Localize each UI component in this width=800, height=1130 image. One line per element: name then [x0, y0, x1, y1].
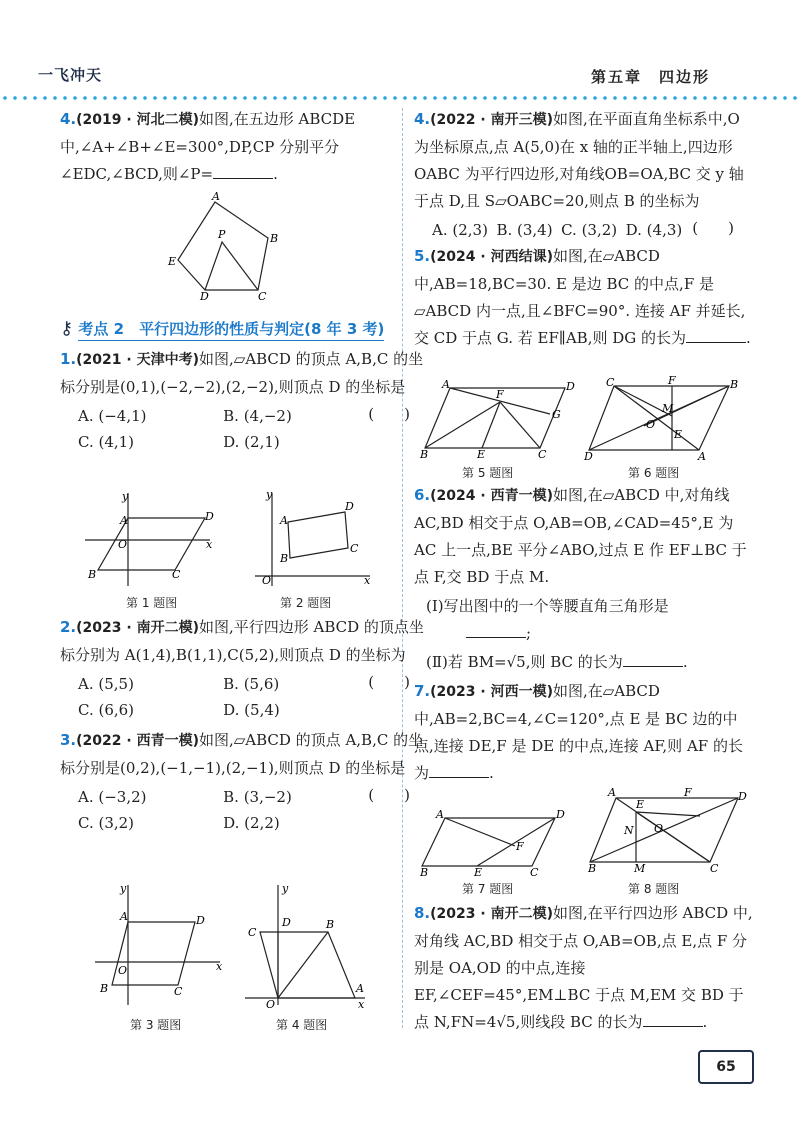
- question-7: [414, 678, 754, 787]
- caption-figure-7: 第 7 题图: [462, 882, 514, 896]
- point-label: x: [358, 998, 365, 1011]
- point-label: D: [584, 450, 593, 463]
- question-text: 如图,在▱ABCD 中,AB=2,BC=4,∠C=120°,点 E 是 BC 边的中点,连接 DE,F 是 DE 的中点,连接 AF,则 AF 的长为: [414, 682, 743, 782]
- caption-figure-3: 第 3 题图: [130, 1018, 182, 1032]
- right-column: [414, 106, 754, 354]
- parallelogram: [288, 512, 348, 558]
- options-q2: [60, 671, 368, 723]
- point-label: y: [122, 490, 129, 503]
- question-6-part-2: [414, 649, 754, 676]
- point-label: C: [710, 862, 719, 875]
- point-label: B: [420, 866, 429, 879]
- point-label: B: [420, 448, 429, 461]
- figure-line: [644, 386, 729, 426]
- point-label: B: [588, 862, 597, 875]
- header-dot-rule: [0, 94, 800, 104]
- point-label: C: [350, 542, 359, 555]
- point-label: A: [120, 514, 128, 527]
- question-end: .: [489, 764, 494, 782]
- question-end: .: [746, 329, 751, 347]
- page-number: 65: [698, 1050, 754, 1084]
- point-label: D: [566, 380, 575, 393]
- question-number: 1.: [60, 350, 77, 368]
- label-B: B: [270, 232, 279, 245]
- key-icon: ⚷: [60, 318, 74, 339]
- pentagon-shape: [178, 202, 268, 290]
- point-label: G: [552, 408, 561, 421]
- option-a[interactable]: A. (−4,1): [78, 407, 147, 425]
- point-label: A: [608, 786, 616, 799]
- series-logo: 一飞冲天: [38, 66, 103, 84]
- question-number: 6.: [414, 486, 431, 504]
- point-label: C: [174, 985, 183, 998]
- point-label: E: [674, 428, 683, 441]
- options-q3: [60, 784, 368, 836]
- question-6: [414, 482, 754, 591]
- question-number: 5.: [414, 247, 431, 265]
- point-label: C: [248, 926, 257, 939]
- options-q4-right: [414, 217, 692, 243]
- point-label: M: [634, 862, 646, 875]
- point-label: B: [730, 378, 739, 391]
- point-label: O: [266, 998, 276, 1011]
- question-source: (2022 · 西青一模): [76, 733, 199, 749]
- point-label: O: [654, 822, 664, 835]
- caption-figure-5: 第 5 题图: [462, 466, 514, 480]
- point-label: F: [668, 374, 676, 387]
- question-text: 如图,平行四边形 ABCD 的顶点坐标分别为 A(1,4),B(1,1),C(5,2),则顶点 D 的坐标为: [60, 618, 424, 664]
- question-number: 7.: [414, 682, 431, 700]
- question-source: (2019 · 河北二模): [76, 112, 199, 128]
- answer-blank[interactable]: [429, 763, 489, 778]
- section-label: 考点 2 平行四边形的性质与判定(8 年 3 考): [78, 318, 384, 341]
- point-label: O: [118, 538, 128, 551]
- question-text: 如图,在五边形 ABCDE 中,∠A+∠B+∠E=300°,DP,CP 分别平分∠EDC,∠BCD,则∠P=: [60, 110, 356, 183]
- point-label: A: [280, 514, 288, 527]
- question-text: 如图,▱ABCD 的顶点 A,B,C 的坐标分别是(0,2),(−1,−1),(2,−1),则顶点 D 的坐标是: [60, 731, 424, 777]
- point-label: E: [477, 448, 486, 461]
- question-source: (2023 · 河西一模): [430, 684, 553, 700]
- question-source: (2024 · 河西结课): [430, 249, 553, 265]
- point-label: y: [282, 882, 289, 895]
- question-text: 如图,在▱ABCD 中,对角线 AC,BD 相交于点 O,AB=OB,∠CAD=45°,E 为 AC 上一点,BE 平分∠ABO,过点 E 作 EF⊥BC 于点 F,交 BD 于点 M.: [414, 486, 747, 586]
- question-end: .: [273, 165, 278, 183]
- question-source: (2022 · 南开三模): [430, 112, 553, 128]
- answer-paren[interactable]: ( ): [692, 219, 734, 237]
- caption-figure-8: 第 8 题图: [628, 882, 680, 896]
- right-column-2: [414, 482, 754, 789]
- answer-blank[interactable]: [466, 623, 526, 638]
- column-divider: [402, 108, 403, 1028]
- bisector-lines: [205, 242, 258, 290]
- question-6-part-1: (Ⅰ)写出图中的一个等腰直角三角形是 ;: [426, 597, 669, 642]
- question-source: (2021 · 天津中考): [76, 352, 199, 368]
- question-number: 2.: [60, 618, 77, 636]
- answer-paren[interactable]: ( ): [368, 786, 410, 804]
- option-b[interactable]: B. (3,−2): [223, 788, 292, 806]
- option-c[interactable]: C. (4,1): [78, 433, 135, 451]
- point-label: E: [474, 866, 483, 879]
- point-label: N: [624, 824, 634, 837]
- point-label: A: [436, 808, 444, 821]
- point-label: O: [646, 418, 656, 431]
- point-label: C: [606, 376, 615, 389]
- question-4-left: [60, 106, 430, 188]
- point-label: M: [662, 402, 674, 415]
- figure-pentagon: [160, 190, 290, 303]
- option-a[interactable]: A. (2,3): [432, 221, 488, 239]
- figure-7: [420, 806, 570, 879]
- figure-line: [482, 402, 500, 448]
- section-heading: [60, 318, 384, 341]
- figure-5: [420, 378, 575, 461]
- answer-paren[interactable]: ( ): [368, 673, 410, 691]
- right-column-3: [414, 900, 754, 1038]
- point-label: x: [216, 960, 223, 973]
- point-label: A: [120, 910, 128, 923]
- label-E: E: [168, 255, 177, 268]
- option-b[interactable]: B. (5,6): [223, 675, 280, 693]
- question-source: (2023 · 南开二模): [430, 906, 553, 922]
- answer-blank[interactable]: [643, 1012, 703, 1027]
- answer-blank[interactable]: [686, 328, 746, 343]
- point-label: y: [120, 882, 127, 895]
- label-A: A: [212, 190, 220, 203]
- option-d[interactable]: D. (5,4): [223, 701, 280, 719]
- point-label: C: [538, 448, 547, 461]
- figure-line: [636, 812, 700, 816]
- label-P: P: [218, 228, 226, 241]
- caption-figure-4: 第 4 题图: [276, 1018, 328, 1032]
- question-5: [414, 243, 754, 352]
- option-a[interactable]: A. (−3,2): [78, 788, 147, 806]
- figure-8: [588, 786, 748, 876]
- option-c[interactable]: C. (3,2): [78, 814, 135, 832]
- point-label: B: [280, 552, 289, 565]
- figure-2: [250, 488, 380, 588]
- option-d[interactable]: D. (2,1): [223, 433, 280, 451]
- parallelogram: [260, 932, 355, 998]
- question-number: 8.: [414, 904, 431, 922]
- figure-3: [90, 880, 230, 1010]
- figure-line: [445, 818, 515, 846]
- point-label: C: [530, 866, 539, 879]
- option-c[interactable]: C. (6,6): [78, 701, 135, 719]
- question-text: (Ⅰ)写出图中的一个等腰直角三角形是: [426, 597, 669, 615]
- caption-figure-2: 第 2 题图: [280, 596, 332, 610]
- label-C: C: [258, 290, 267, 303]
- figure-line: [614, 386, 699, 450]
- option-a[interactable]: A. (5,5): [78, 675, 134, 693]
- parallelogram: [425, 388, 565, 448]
- option-c[interactable]: C. (3,2): [561, 221, 618, 239]
- point-label: D: [738, 790, 747, 803]
- question-number: 3.: [60, 731, 77, 749]
- question-text: 如图,▱ABCD 的顶点 A,B,C 的坐标分别是(0,1),(−2,−2),(2,−2),则顶点 D 的坐标是: [60, 350, 424, 396]
- point-label: D: [556, 808, 565, 821]
- figure-line: [278, 932, 328, 998]
- question-text: 如图,在▱ABCD 中,AB=18,BC=30. E 是边 BC 的中点,F 是▱ABCD 内一点,且∠BFC=90°. 连接 AF 并延长,交 CD 于点 G. 若 EF∥AB,则 DG 的长为: [414, 247, 746, 347]
- answer-blank[interactable]: [623, 652, 683, 667]
- point-label: F: [516, 840, 524, 853]
- point-label: E: [636, 798, 645, 811]
- option-d[interactable]: D. (2,2): [223, 814, 280, 832]
- question-text: 如图,在平面直角坐标系中,O 为坐标原点,点 A(5,0)在 x 轴的正半轴上,四边形 OABC 为平行四边形,对角线OB=OA,BC 交 y 轴于点 D,且 S▱OABC=20,则点 B 的坐标为: [414, 110, 744, 210]
- question-text: 如图,在平行四边形 ABCD 中,对角线 AC,BD 相交于点 O,AB=OB,点 E,点 F 分别是 OA,OD 的中点,连接 EF,∠CEF=45°,EM⊥BC 于点 M,EM 交 BD 于点 N,FN=4√5,则线段 BC 的长为: [414, 904, 753, 1031]
- caption-figure-1: 第 1 题图: [126, 596, 178, 610]
- question-end: .: [702, 1013, 708, 1031]
- question-source: (2023 · 南开二模): [76, 620, 199, 636]
- question-number: 4.: [60, 110, 77, 128]
- left-column-3: [60, 614, 430, 836]
- point-label: F: [684, 786, 692, 799]
- question-text: (Ⅱ)若 BM=√5,则 BC 的长为: [426, 653, 623, 671]
- point-label: A: [356, 982, 364, 995]
- option-b[interactable]: B. (4,−2): [223, 407, 292, 425]
- left-column-2: [60, 346, 430, 455]
- point-label: x: [364, 574, 371, 587]
- options-q1: [60, 403, 368, 455]
- figure-4: [240, 880, 370, 1010]
- parallelogram: [98, 518, 205, 570]
- left-column: [60, 106, 430, 190]
- figure-line: [425, 402, 500, 448]
- figure-6: [584, 374, 739, 463]
- question-number: 4.: [414, 110, 431, 128]
- point-label: O: [118, 964, 128, 977]
- figure-line: [500, 402, 540, 448]
- point-label: y: [266, 488, 273, 501]
- point-label: A: [698, 450, 706, 463]
- figure-1: [80, 488, 220, 588]
- caption-figure-6: 第 6 题图: [628, 466, 680, 480]
- point-label: D: [282, 916, 291, 929]
- point-label: D: [345, 500, 354, 513]
- answer-paren[interactable]: ( ): [368, 405, 410, 423]
- point-label: B: [88, 568, 97, 581]
- chapter-title: 第五章 四边形: [590, 68, 710, 86]
- point-label: x: [206, 538, 213, 551]
- point-label: A: [442, 378, 450, 391]
- point-label: C: [172, 568, 181, 581]
- point-label: D: [205, 510, 214, 523]
- point-label: O: [262, 574, 272, 587]
- option-b[interactable]: B. (3,4): [496, 221, 553, 239]
- question-8: [414, 900, 754, 1036]
- point-label: B: [100, 982, 109, 995]
- point-label: F: [496, 388, 504, 401]
- point-label: B: [326, 918, 335, 931]
- option-d[interactable]: D. (4,3): [625, 221, 683, 239]
- question-end: .: [682, 653, 688, 671]
- label-D: D: [200, 290, 209, 303]
- question-source: (2024 · 西青一模): [430, 488, 553, 504]
- point-label: D: [196, 914, 205, 927]
- answer-blank[interactable]: [213, 164, 273, 179]
